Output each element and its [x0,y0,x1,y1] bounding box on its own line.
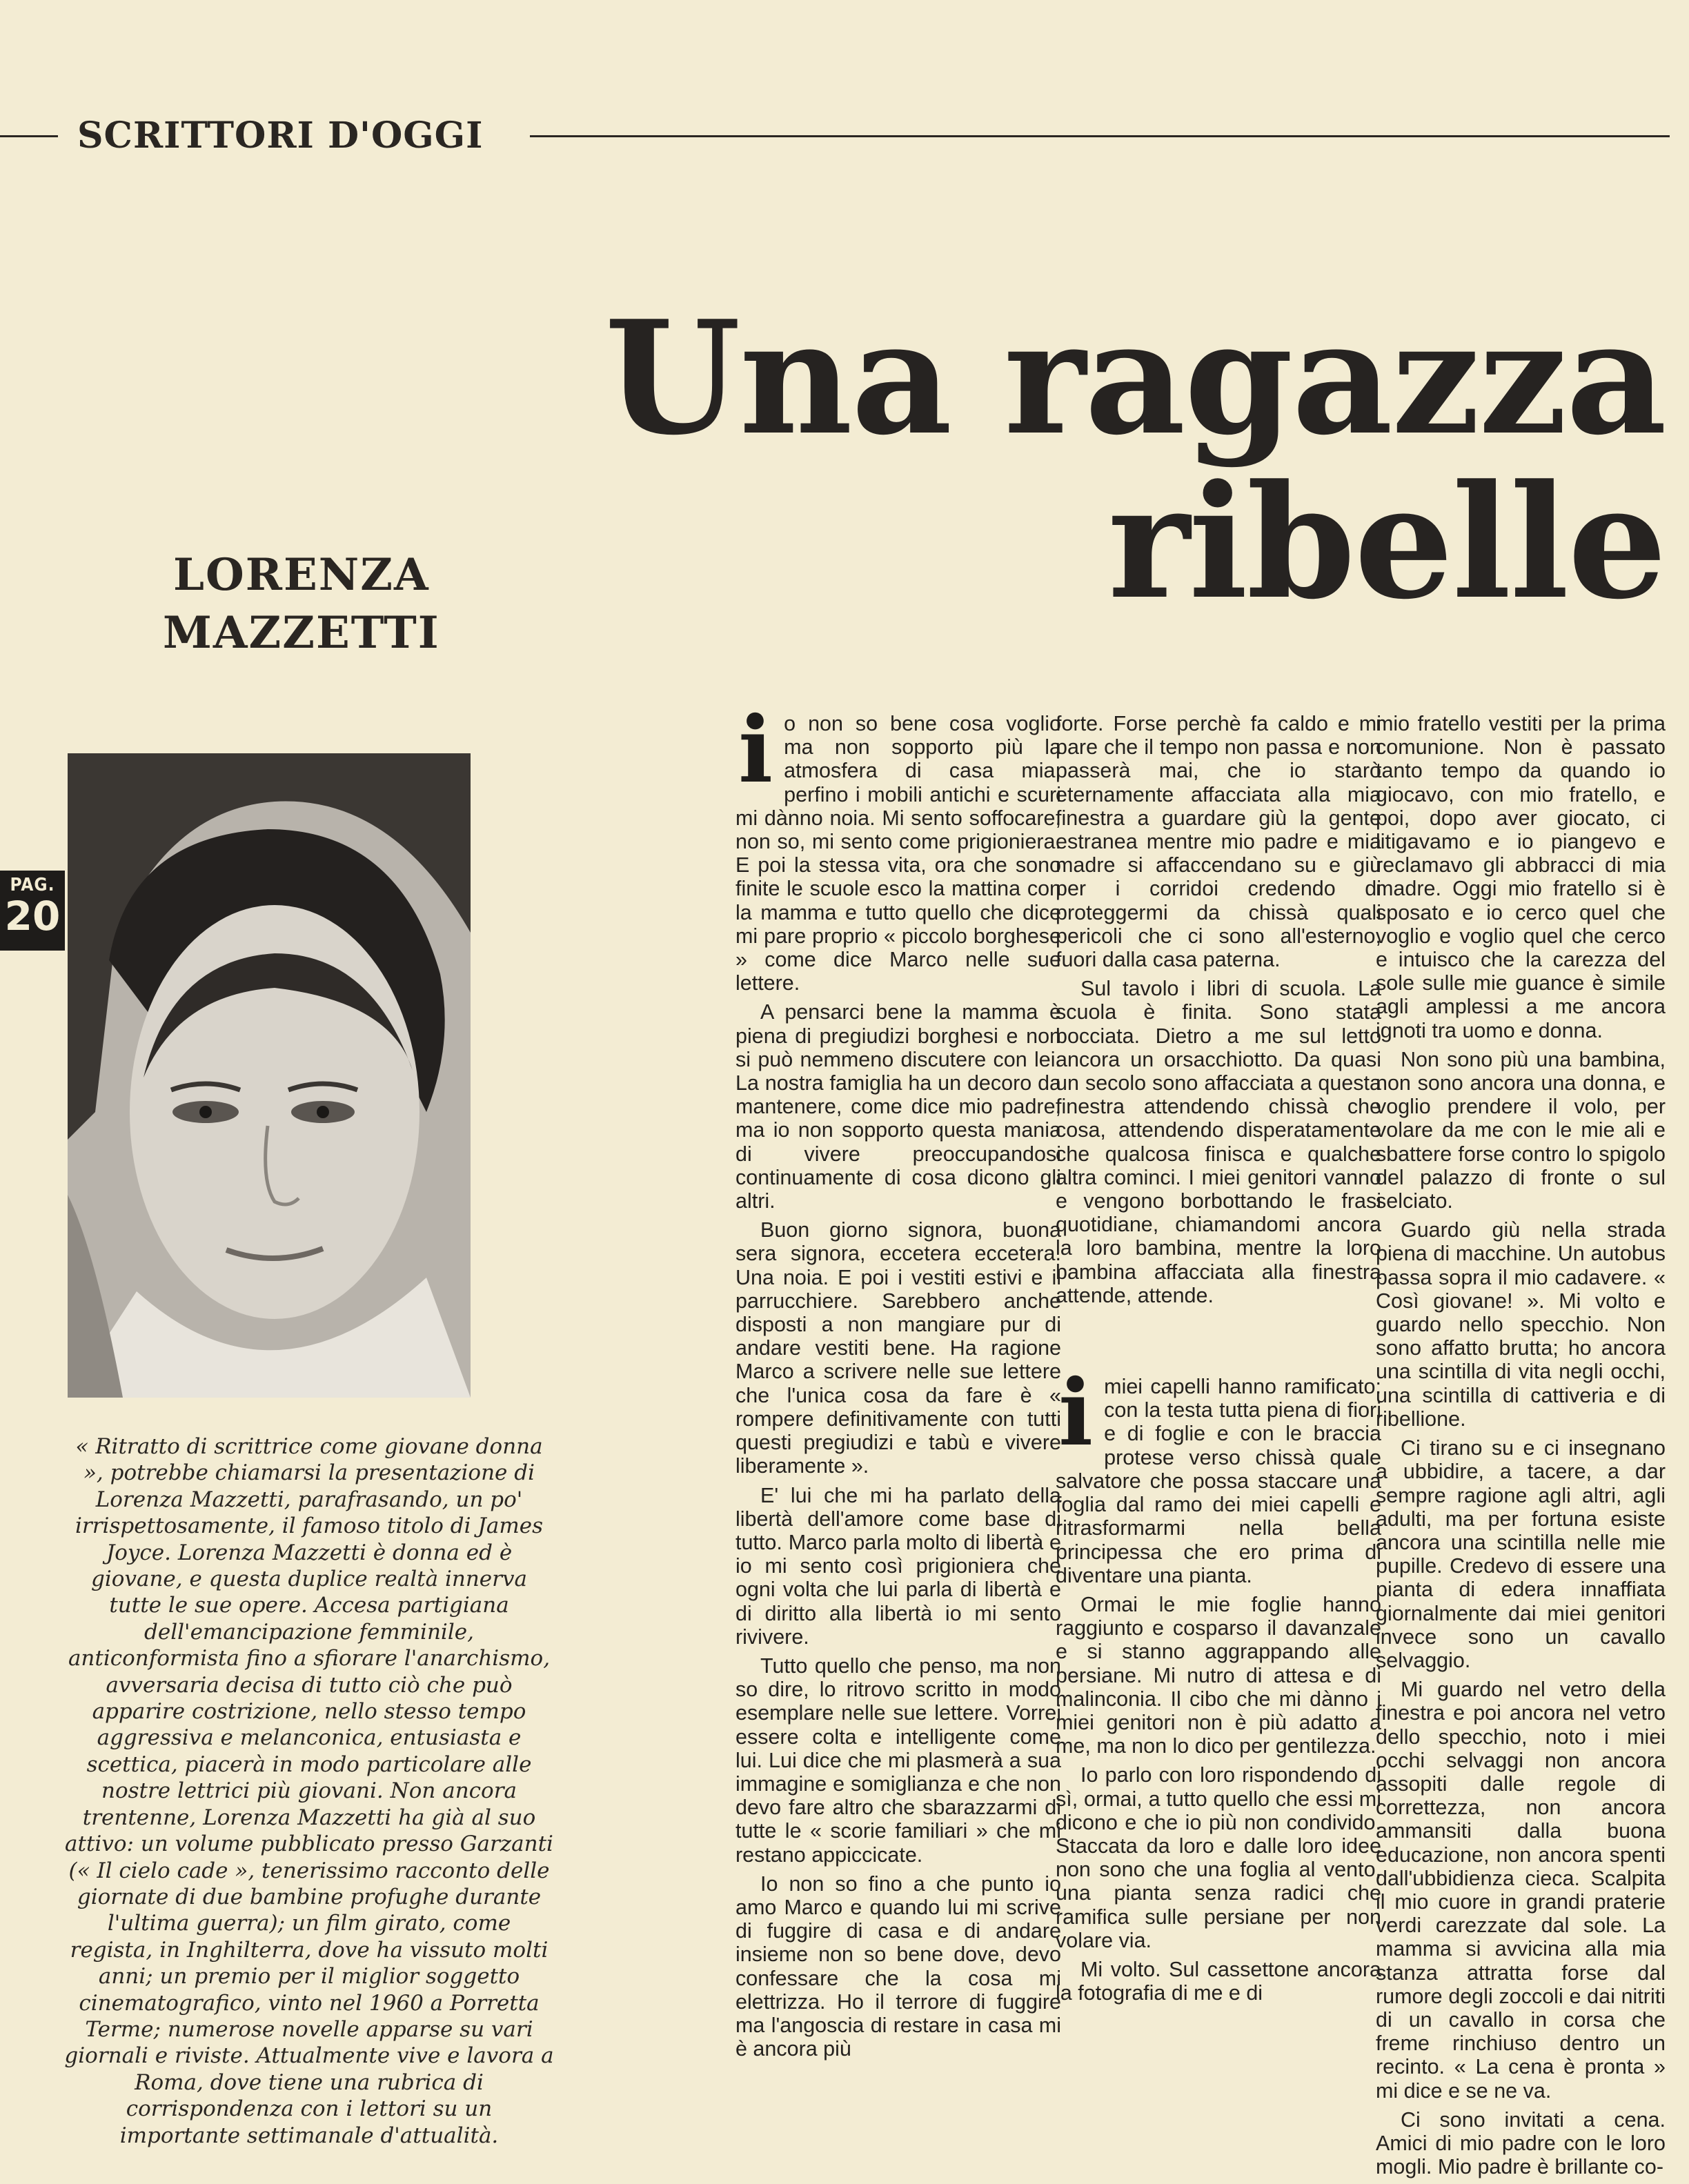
col1-paragraph-4: E' lui che mi ha parlato della libertà dell'amore come base di tutto. Marco parla molto di libertà e io mi sento così prigioniera che ogni volta che lui parla di libertà e di diritto alla libertà io mi sento rivivere. [735,1483,1061,1649]
article-column-1 [735,697,1061,2066]
col2-paragraph-1: forte. Forse perchè fa caldo e mi pare che il tempo non passa e non passerà mai, che io starò eternamente affacciata alla mia finestra a guardare giù la gente estranea mentre mio padre e mia madre si affaccendano su e giù per i corridoi credendo di proteggermi da chissà quali pericoli che ci sono all'esterno, fuori dalla casa paterna. [1056,712,1381,972]
col3-paragraph-2: Non sono più una bambina, non sono ancora una donna, e voglio prendere il volo, per volare da me con le mie ali e sbattere forse contro lo spigolo del palazzo di fronte o sul selciato. [1376,1047,1666,1213]
author-byline [163,546,440,662]
portrait-illustration [68,753,471,1398]
drop-cap-1: i [738,697,773,804]
author-first-name: LORENZA [173,549,430,601]
col3-paragraph-1: mio fratello vestiti per la prima comunione. Non è passato tanto tempo da quando io giocavo, con mio fratello, e poi, dopo aver giocato, ci litigavamo e io piangevo e reclamavo gli abbracci di mia madre. Oggi mio fratello si è sposato e io cerco quel che voglio e voglio quel che cerco e intuisco che la carezza del sole sulle mie guance è simile agli amplessi a me ancora ignoti tra uomo e donna. [1376,712,1666,1042]
page-number: 20 [4,893,61,940]
article-column-2 [1056,712,1381,2010]
drop-cap-2: i [1058,1360,1094,1467]
col2-paragraph-2: Sul tavolo i libri di scuola. La scuola è finita. Sono stata bocciata. Dietro a me sul letto ancora un orsacchiotto. Da quasi un secolo sono affacciata a questa finestra attendendo chissà che cosa, attendendo disperatamente che qualcosa finisca e qualche altra cominci. I miei genitori vanno e vengono borbottando le frasi quotidiane, chiamandomi ancora la loro bambina, mentre la loro bambina affacciata alla finestra attende, attende. [1056,977,1381,1307]
page-label: PAG. [10,875,55,895]
col2-paragraph-4: Ormai le mie foglie hanno raggiunto e cosparso il davanzale e si stanno aggrappando alle persiane. Mi nutro di attesa e di malinconia. Il cibo che mi dànno i miei genitori non è più adatto a me, ma non lo dico per gentilezza. [1056,1592,1381,1758]
col1-paragraph-5: Tutto quello che penso, ma non so dire, lo ritrovo scritto in modo esemplare nelle sue lettere. Vorrei essere colta e intelligente come lui. Lui dice che mi plasmerà a sua immagine e somiglianza e che non devo fare altro che sbarazzarmi di tutte le « scorie familiari » che mi restano appiccicate. [735,1654,1061,1867]
author-last-name: MAZZETTI [163,607,440,659]
section-rule-right [530,135,1670,137]
page-number-tab [0,871,65,951]
col1-paragraph-2: A pensarci bene la mamma è piena di pregiudizi borghesi e non si può nemmeno discutere con lei. La nostra famiglia ha un decoro da mantenere, come dice mio padre, ma io non sopporto questa mania di vivere preoccupandosi continuamente di cosa dicono gli altri. [735,1000,1061,1213]
headline-line-1: Una ragazza [604,287,1666,470]
headline [355,287,1666,634]
col1-paragraph-1: o non so bene cosa voglio ma non sopporto più la atmosfera di casa mia, perfino i mobili antichi e scuri mi dànno noia. Mi sento soffocare, non so, mi sento come prigioniera. E poi la stessa vita, ora che sono finite le scuole esco la mattina con la mamma e tutto quello che dice mi pare proprio « piccolo borghese » come dice Marco nelle sue lettere. [735,712,1061,995]
col3-paragraph-5: Mi guardo nel vetro della finestra e poi ancora nel vetro dello specchio, noto i miei occhi selvaggi non ancora assopiti dalle regole di correttezza, non ancora ammansiti dalla buona educazione, non ancora spenti dall'ubbidienza cieca. Scalpita il mio cuore in grandi praterie verdi carezzate dal sole. La mamma si avvicina alla mia stanza attratta forse dal rumore degli zoccoli e dai nitriti di un cavallo in corsa che freme rinchiuso dentro un recinto. « La cena è pronta » mi dice e se ne va. [1376,1678,1666,2103]
section-rule-left [0,135,58,137]
section-break [1056,1313,1381,1375]
article-column-3 [1376,712,1666,2184]
col2-paragraph-5: Io parlo con loro rispondendo di sì, ormai, a tutto quello che essi mi dicono e che io più non condivido. Staccata da loro e dalle loro idee non sono che una foglia al vento, una pianta senza radici che ramifica sulle persiane per non volare via. [1056,1763,1381,1952]
author-portrait-photo [68,753,471,1398]
col2-paragraph-3: miei capelli hanno ramificato: con la testa tutta piena di fiori e di foglie e con le braccia protese verso chissà quale salvatore che possa staccare una foglia dal ramo dei miei capelli e ritrasformarmi nella bella principessa che ero prima di diventare una pianta. [1056,1375,1381,1587]
col2-paragraph-6: Mi volto. Sul cassettone ancora la fotografia di me e di [1056,1957,1381,2005]
col1-paragraph-6: Io non so fino a che punto io amo Marco e quando lui mi scrive di fuggire di casa e di andare insieme non so bene dove, devo confessare che la cosa mi elettrizza. Ho il terrore di fuggire ma l'angoscia di restare in casa mi è ancora più [735,1872,1061,2061]
col1-paragraph-3: Buon giorno signora, buona sera signora, eccetera eccetera. Una noia. E poi i vestiti estivi e il parrucchiere. Sarebbero anche disposti a non mangiare pur di andare vestiti bene. Ha ragione Marco a scrivere nelle sue lettere che l'unica cosa da fare è « rompere definitivamente con tutti questi pregiudizi e tabù e vivere liberamente ». [735,1218,1061,1478]
author-introduction: « Ritratto di scrittrice come giovane donna », potrebbe chiamarsi la presentazione di Lorenza Mazzetti, parafrasando, un po' irrispettosamente, il famoso titolo di James Joyce. Lorenza Mazzetti è donna ed è giovane, e questa duplice realtà innerva tutte le sue opere. Accesa partigiana dell'emancipazione femminile, anticonformista fino a sfiorare l'anarchismo, avversaria decisa di tutto ciò che può apparire costrizione, nello stesso tempo aggressiva e melanconica, entusiasta e scettica, piacerà in modo particolare alle nostre lettrici più giovani. Non ancora trentenne, Lorenza Mazzetti ha già al suo attivo: un volume pubblicato presso Garzanti (« Il cielo cade », tenerissimo racconto delle giornate di due bambine profughe durante l'ultima guerra); un film girato, come regista, in Inghilterra, dove ha vissuto molti anni; un premio per il miglior soggetto cinematografico, vinto nel 1960 a Porretta Terme; numerose novelle apparse su vari giornali e riviste. Attualmente vive e lavora a Roma, dove tiene una rubrica di corrispondenza con i lettori su un importante settimanale d'attualità. [64,1434,554,2148]
col3-paragraph-4: Ci tirano su e ci insegnano a ubbidire, a tacere, a dar sempre ragione agli altri, agli adulti, ma per fortuna esiste ancora una scintilla nelle mie pupille. Credevo di essere una pianta di edera innaffiata giornalmente dai miei genitori invece sono un cavallo selvaggio. [1376,1436,1666,1672]
headline-line-2: ribelle [1107,451,1666,634]
col3-paragraph-6: Ci sono invitati a cena. Amici di mio padre con le loro mogli. Mio padre è brillante co- [1376,2107,1666,2179]
col3-paragraph-3: Guardo giù nella strada piena di macchine. Un autobus passa sopra il mio cadavere. « Così giovane! ». Mi volto e guardo nello specchio. Non sono affatto brutta; ho ancora una scintilla di vita negli occhi, una scintilla di cattiveria e di ribellione. [1376,1218,1666,1431]
section-label: SCRITTORI D'OGGI [77,115,484,157]
